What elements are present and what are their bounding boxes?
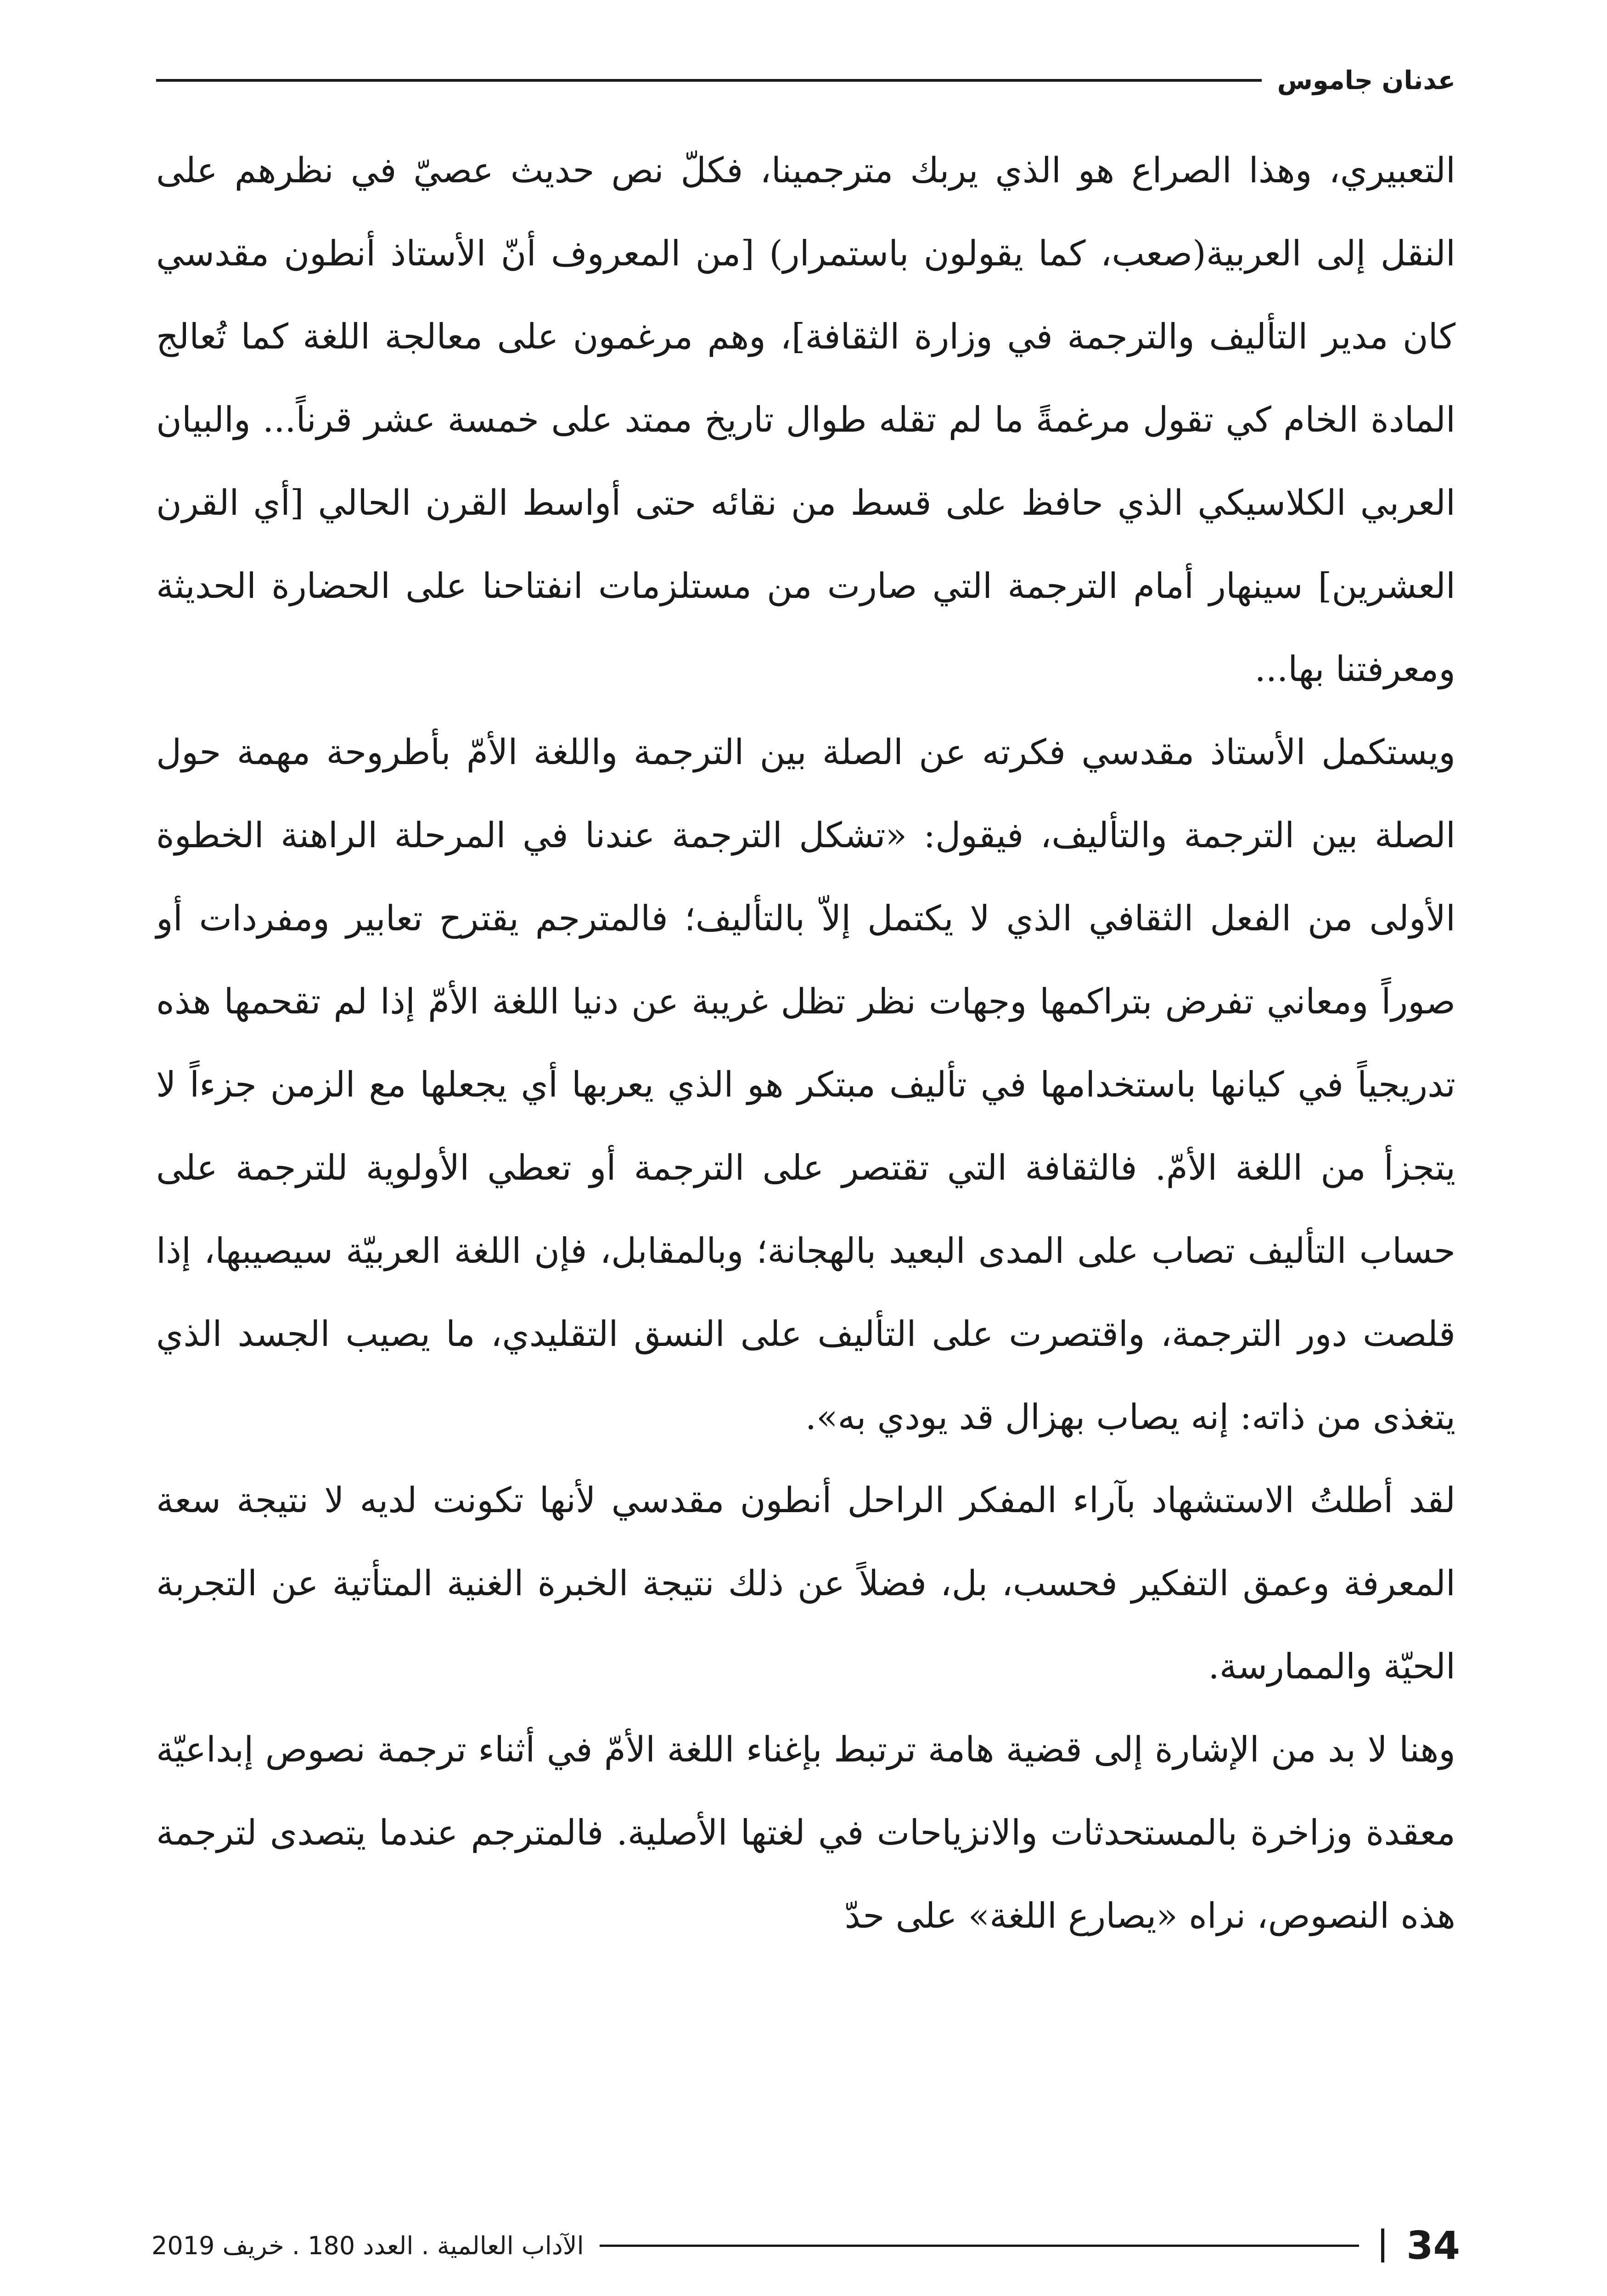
author-name: عدنان جاموس (1277, 65, 1455, 96)
page-number: 34 (1406, 2223, 1460, 2268)
paragraph: التعبيري، وهذا الصراع هو الذي يربك مترجمينا، فكلّ نص حديث عصيّ في نظرهم على النقل إلى العربية(صعب، كما يقولون باستمرار) [من المعروف أنّ الأستاذ أنطون مقدسي كان مدير التأليف والترجمة في وزارة الثقافة]، وهم مرغمون على معالجة اللغة كما تُعالج المادة الخام كي تقول مرغمةً ما لم تقله طوال تاريخ ممتد على خمسة عشر قرناً... والبيان العربي الكلاسيكي الذي حافظ على قسط من نقائه حتى أواسط القرن الحالي [أي القرن العشرين] سينهار أمام الترجمة التي صارت من مستلزمات انفتاحنا على الحضارة الحديثة ومعرفتنا بها... (156, 150, 1456, 689)
footer-divider (1381, 2228, 1384, 2262)
paragraph: ويستكمل الأستاذ مقدسي فكرته عن الصلة بين الترجمة واللغة الأمّ بأطروحة مهمة حول الصلة بين الترجمة والتأليف، فيقول: «تشكل الترجمة عندنا في المرحلة الراهنة الخطوة الأولى من الفعل الثقافي الذي لا يكتمل إلاّ بالتأليف؛ فالمترجم يقترح تعابير ومفردات أو صوراً ومعاني تفرض بتراكمها وجهات نظر تظل غريبة عن دنيا اللغة الأمّ إذا لم تقحمها هذه تدريجياً في كيانها باستخدامها في تأليف مبتكر هو الذي يعربها أي يجعلها مع الزمن جزءاً لا يتجزأ من اللغة الأمّ. فالثقافة التي تقتصر على الترجمة أو تعطي الأولوية للترجمة على حساب التأليف تصاب على المدى البعيد بالهجانة؛ وبالمقابل، فإن اللغة العربيّة سيصيبها، إذا قلصت دور الترجمة، واقتصرت على التأليف على النسق التقليدي، ما يصيب الجسد الذي يتغذى من ذاته: إنه يصاب بهزال قد يودي به». (156, 732, 1455, 1437)
page-footer (152, 2218, 1460, 2273)
running-header (156, 62, 1455, 99)
article-body (156, 129, 1455, 1957)
footer-rule (600, 2245, 1360, 2247)
paragraph: لقد أطلتُ الاستشهاد بآراء المفكر الراحل أنطون مقدسي لأنها تكونت لديه لا نتيجة سعة المعرفة وعمق التفكير فحسب، بل، فضلاً عن ذلك نتيجة الخبرة الغنية المتأتية عن التجربة الحيّة والممارسة. (156, 1480, 1455, 1687)
header-rule (156, 79, 1262, 82)
paragraph: وهنا لا بد من الإشارة إلى قضية هامة ترتبط بإغناء اللغة الأمّ في أثناء ترجمة نصوص إبداعيّة معقدة وزاخرة بالمستحدثات والانزياحات في لغتها الأصلية. فالمترجم عندما يتصدى لترجمة هذه النصوص، نراه «يصارع اللغة» على حدّ (156, 1729, 1455, 1936)
journal-issue-info: الآداب العالمية . العدد 180 . خريف 2019 (152, 2231, 584, 2260)
